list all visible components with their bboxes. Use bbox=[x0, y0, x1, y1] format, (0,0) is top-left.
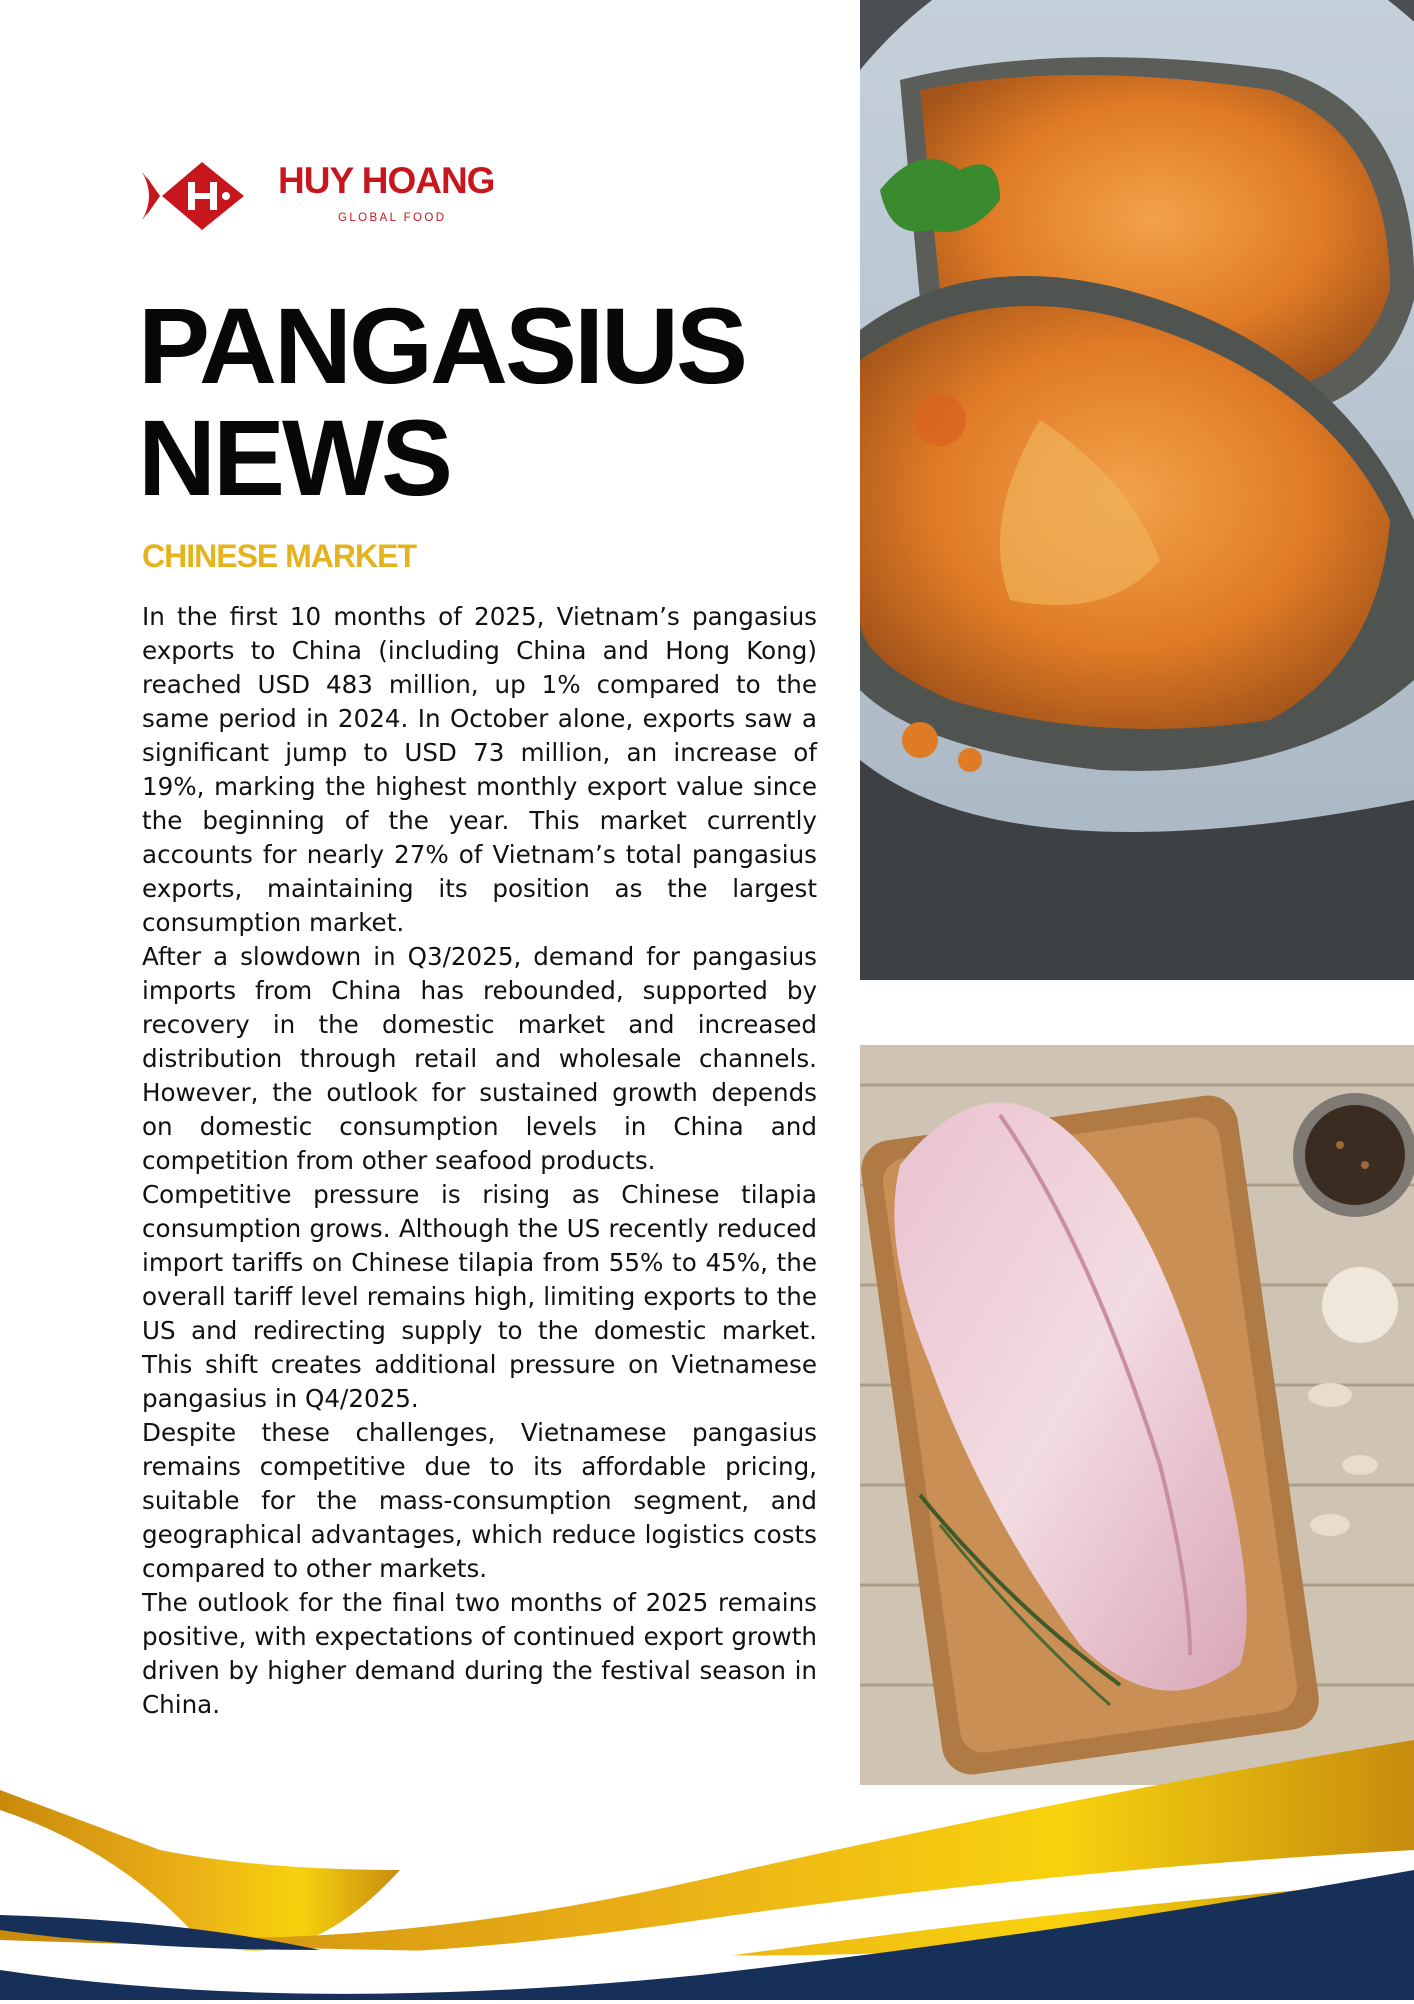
article-body bbox=[142, 600, 817, 1722]
fried-fish-steak-photo bbox=[860, 0, 1414, 980]
paragraph: The outlook for the final two months of 2025 remains positive, with expectations of continued export growth driven by higher demand during the festival season in China. bbox=[142, 1588, 817, 1719]
brand-tagline: GLOBAL FOOD bbox=[338, 212, 447, 224]
brand-logo bbox=[140, 158, 520, 234]
brand-name: HUY HOANG bbox=[278, 160, 495, 201]
paragraph: Despite these challenges, Vietnamese pangasius remains competitive due to its affordable pricing, suitable for the mass-consumption segment, and geographical advantages, which reduce logistics costs compared to other markets. bbox=[142, 1418, 817, 1583]
paragraph: After a slowdown in Q3/2025, demand for pangasius imports from China has rebounded, supported by recovery in the domestic market and increased distribution through retail and wholesale channels. However, the outlook for sustained growth depends on domestic consumption levels in China and competition from other seafood products. bbox=[142, 942, 817, 1175]
paragraph: Competitive pressure is rising as Chinese tilapia consumption grows. Although the US recently reduced import tariffs on Chinese tilapia from 55% to 45%, the overall tariff level remains high, limiting exports to the US and redirecting supply to the domestic market. This shift creates additional pressure on Vietnamese pangasius in Q4/2025. bbox=[142, 1180, 817, 1413]
section-label: CHINESE MARKET bbox=[142, 538, 417, 574]
title-line-2: NEWS bbox=[138, 397, 450, 518]
page-title bbox=[138, 285, 746, 518]
fish-logo-icon bbox=[140, 158, 250, 234]
title-line-1: PANGASIUS bbox=[138, 285, 746, 406]
paragraph: In the first 10 months of 2025, Vietnam’s pangasius exports to China (including China and Hong Kong) reached USD 483 million, up 1% compared to the same period in 2024. In October alone, exports saw a significant jump to USD 73 million, an increase of 19%, marking the highest monthly export value since the beginning of the year. This market currently accounts for nearly 27% of Vietnam’s total pangasius exports, maintaining its position as the largest consumption market. bbox=[142, 602, 817, 937]
